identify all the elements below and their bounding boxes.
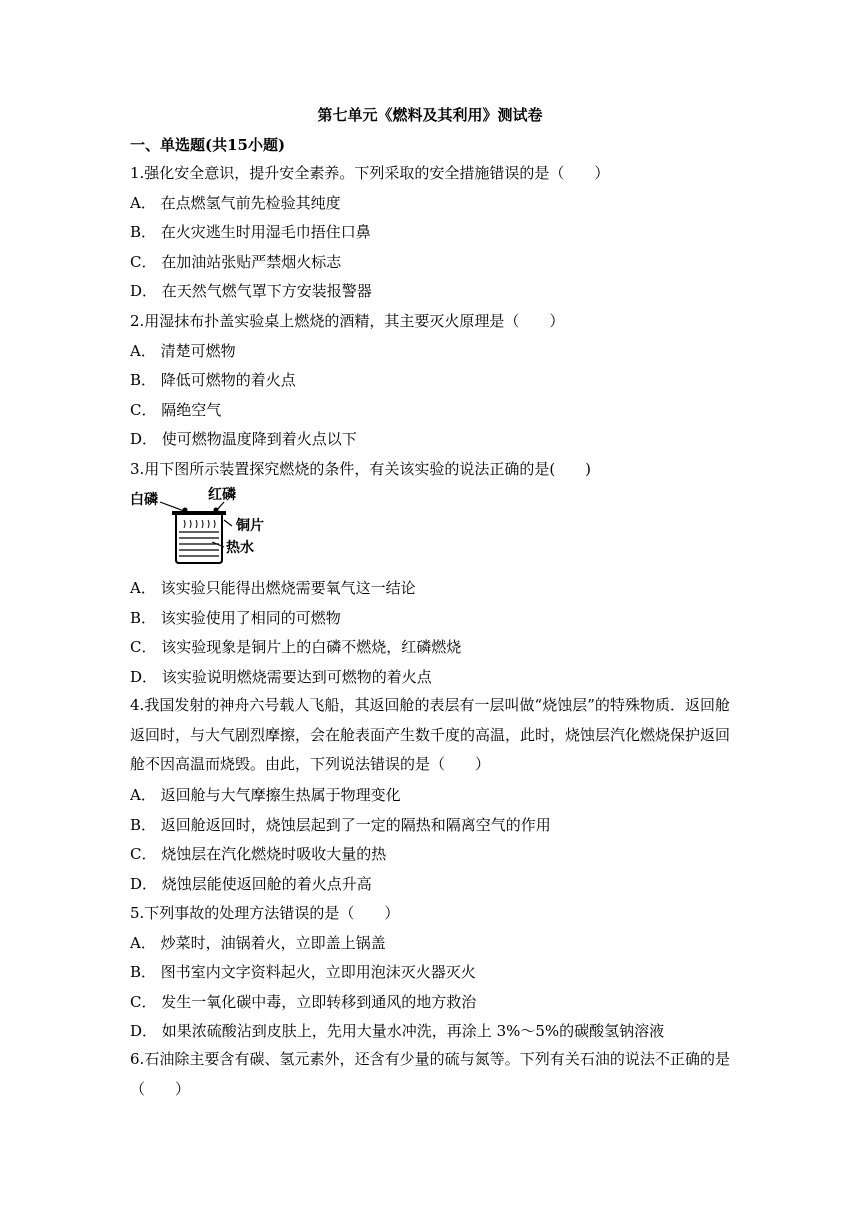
question-4-option-a: A． 返回舱与大气摩擦生热属于物理变化 bbox=[130, 786, 401, 804]
question-4-stem: 4.我国发射的神舟六号载人飞船，其返回舱的表层有一层叫做“烧蚀层”的特殊物质．返回舱返回时，与大气剧烈摩擦，会在舱表面产生数千度的高温，此时，烧蚀层汽化燃烧保护返回舱不因高温而烧毁。由此，下列说法错误的是（ ） bbox=[130, 696, 731, 774]
label-white-phosphorus: 白磷 bbox=[130, 492, 158, 508]
question-3-option-d: D． 该实验说明燃烧需要达到可燃物的着火点 bbox=[130, 668, 432, 686]
question-3-option-a: A． 该实验只能得出燃烧需要氧气这一结论 bbox=[130, 579, 416, 597]
question-1-stem: 1.强化安全意识，提升安全素养。下列采取的安全措施错误的是（ ） bbox=[130, 164, 610, 182]
label-copper-sheet: 铜片 bbox=[236, 518, 264, 534]
question-2-stem: 2.用湿抹布扑盖实验桌上燃烧的酒精，其主要灭火原理是（ ） bbox=[130, 312, 565, 330]
red-phosphorus-shape bbox=[214, 508, 219, 513]
question-4-option-d: D． 烧蚀层能使返回舱的着火点升高 bbox=[130, 875, 372, 893]
question-2-option-b: B． 降低可燃物的着火点 bbox=[130, 371, 296, 389]
question-1-option-a: A． 在点燃氢气前先检验其纯度 bbox=[130, 194, 341, 212]
question-5-option-a: A． 炒菜时，油锅着火，立即盖上锅盖 bbox=[130, 934, 386, 952]
question-2-option-d: D． 使可燃物温度降到着火点以下 bbox=[130, 430, 357, 448]
question-1-option-d: D． 在天然气燃气罩下方安装报警器 bbox=[130, 282, 372, 300]
label-red-phosphorus: 红磷 bbox=[208, 487, 236, 503]
question-1-option-c: C． 在加油站张贴严禁烟火标志 bbox=[130, 253, 342, 271]
white-phosphorus-shape bbox=[183, 508, 188, 513]
question-3-stem: 3.用下图所示装置探究燃烧的条件，有关该实验的说法正确的是( ) bbox=[130, 460, 592, 478]
question-5-stem: 5.下列事故的处理方法错误的是（ ） bbox=[130, 904, 400, 922]
question-3-option-b: B． 该实验使用了相同的可燃物 bbox=[130, 609, 341, 627]
question-6-stem: 6.石油除主要含有碳、氢元素外，还含有少量的硫与氮等。下列有关石油的说法不正确的是（ ） bbox=[130, 1050, 730, 1098]
question-3-option-c: C． 该实验现象是铜片上的白磷不燃烧，红磷燃烧 bbox=[130, 638, 462, 656]
question-1-option-b: B． 在火灾逃生时用湿毛巾捂住口鼻 bbox=[130, 223, 371, 241]
combustion-apparatus-figure bbox=[128, 484, 278, 564]
hot-water-shape bbox=[179, 532, 219, 556]
question-5-option-c: C． 发生一氧化碳中毒，立即转移到通风的地方救治 bbox=[130, 993, 477, 1011]
label-hot-water: 热水 bbox=[226, 540, 254, 556]
question-4-option-b: B． 返回舱返回时，烧蚀层起到了一定的隔热和隔离空气的作用 bbox=[130, 816, 551, 834]
section-heading: 一、单选题(共15小题) bbox=[130, 136, 286, 154]
question-2-option-c: C． 隔绝空气 bbox=[130, 401, 222, 419]
page-title: 第七单元《燃料及其利用》测试卷 bbox=[317, 106, 543, 124]
question-5-option-b: B． 图书室内文字资料起火，立即用泡沫灭火器灭火 bbox=[130, 963, 476, 981]
question-4-option-c: C． 烧蚀层在汽化燃烧时吸收大量的热 bbox=[130, 845, 387, 863]
question-5-option-d: D． 如果浓硫酸沾到皮肤上，先用大量水冲洗，再涂上 3%～5%的碳酸氢钠溶液 bbox=[130, 1022, 665, 1040]
question-2-option-a: A． 清楚可燃物 bbox=[130, 342, 236, 360]
